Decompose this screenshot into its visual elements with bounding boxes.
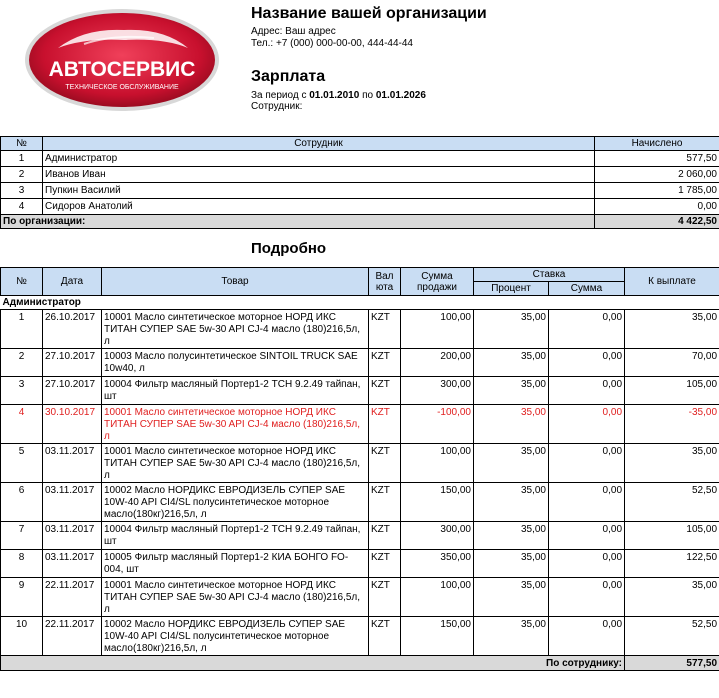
detail-row-payout: 105,00 (625, 377, 719, 405)
summary-row-employee: Сидоров Анатолий (43, 199, 595, 215)
detail-row-currency: KZT (369, 444, 401, 483)
detail-row-sale-sum: 150,00 (401, 617, 474, 656)
detail-row-product: 10004 Фильтр масляный Портер1-2 TCH 9.2.49 тайпан, шт (102, 377, 369, 405)
detail-row-number: 1 (1, 310, 43, 349)
col-rate-sum: Сумма (549, 282, 625, 296)
detail-row (1, 310, 719, 349)
detail-row-percent: 35,00 (474, 617, 549, 656)
detail-total-value: 577,50 (625, 656, 719, 671)
detail-row (1, 405, 719, 444)
col-product: Товар (102, 268, 369, 296)
detail-total-row (1, 656, 719, 671)
detail-row (1, 483, 719, 522)
summary-row-number: 2 (1, 167, 43, 183)
summary-total-value: 4 422,50 (595, 215, 719, 229)
summary-total-label: По организации: (1, 215, 595, 229)
col-rate: Ставка (474, 268, 625, 282)
detail-row-number: 8 (1, 550, 43, 578)
detail-row-payout: 35,00 (625, 444, 719, 483)
col-accrued: Начислено (595, 137, 719, 151)
detail-row-product: 10001 Масло синтетическое моторное НОРД ИКС ТИТАН СУПЕР SAE 5w-30 API CJ-4 масло (180)216,5л, л (102, 578, 369, 617)
detail-row-date: 22.11.2017 (43, 578, 102, 617)
detail-row-sale-sum: 100,00 (401, 444, 474, 483)
detail-row-sale-sum: -100,00 (401, 405, 474, 444)
organization-name: Название вашей организации (251, 5, 487, 22)
detail-row-rate-sum: 0,00 (549, 617, 625, 656)
detail-row-percent: 35,00 (474, 522, 549, 550)
detail-row-payout: -35,00 (625, 405, 719, 444)
logo-main-text: АВТОСЕРВИС (48, 58, 196, 81)
detail-title: Подробно (251, 240, 327, 257)
detail-row (1, 550, 719, 578)
detail-row-date: 03.11.2017 (43, 522, 102, 550)
col-currency: Вал юта (369, 268, 401, 296)
organization-phone: Тел.: +7 (000) 000-00-00, 444-44-44 (251, 38, 413, 49)
detail-row (1, 377, 719, 405)
detail-row-sale-sum: 300,00 (401, 522, 474, 550)
detail-row-currency: KZT (369, 310, 401, 349)
detail-row-number: 9 (1, 578, 43, 617)
summary-row-employee: Пупкин Василий (43, 183, 595, 199)
detail-row-currency: KZT (369, 377, 401, 405)
col-n: № (1, 268, 43, 296)
detail-row-product: 10002 Масло НОРДИКС ЕВРОДИЗЕЛЬ СУПЕР SAE 10W-40 API CI4/SL полусинтетическое моторное масло(180кг)216,5л, л (102, 483, 369, 522)
detail-row-currency: KZT (369, 617, 401, 656)
summary-row (1, 183, 719, 199)
detail-row-sale-sum: 350,00 (401, 550, 474, 578)
detail-total-label: По сотруднику: (1, 656, 625, 671)
detail-row-product: 10001 Масло синтетическое моторное НОРД ИКС ТИТАН СУПЕР SAE 5w-30 API CJ-4 масло (180)216,5л, л (102, 310, 369, 349)
detail-row-product: 10001 Масло синтетическое моторное НОРД ИКС ТИТАН СУПЕР SAE 5w-30 API CJ-4 масло (180)216,5л, л (102, 405, 369, 444)
report-period: За период с 01.01.2010 по 01.01.2026 (251, 90, 426, 101)
detail-row (1, 349, 719, 377)
group-name: Администратор (1, 296, 719, 310)
summary-total-row (1, 215, 719, 229)
logo-sub-text: ТЕХНИЧЕСКОЕ ОБСЛУЖИВАНИЕ (65, 84, 179, 91)
detail-row-product: 10002 Масло НОРДИКС ЕВРОДИЗЕЛЬ СУПЕР SAE 10W-40 API CI4/SL полусинтетическое моторное масло(180кг)216,5л, л (102, 617, 369, 656)
detail-row-rate-sum: 0,00 (549, 550, 625, 578)
detail-row-payout: 35,00 (625, 310, 719, 349)
detail-row-payout: 35,00 (625, 578, 719, 617)
detail-row-product: 10004 Фильтр масляный Портер1-2 TCH 9.2.49 тайпан, шт (102, 522, 369, 550)
detail-row-date: 27.10.2017 (43, 377, 102, 405)
detail-row-number: 4 (1, 405, 43, 444)
detail-row-sale-sum: 100,00 (401, 578, 474, 617)
detail-row-currency: KZT (369, 550, 401, 578)
detail-row-number: 7 (1, 522, 43, 550)
detail-row-payout: 52,50 (625, 483, 719, 522)
detail-row-number: 10 (1, 617, 43, 656)
detail-row-percent: 35,00 (474, 578, 549, 617)
detail-row (1, 617, 719, 656)
detail-row-date: 22.11.2017 (43, 617, 102, 656)
detail-row-currency: KZT (369, 483, 401, 522)
detail-row-rate-sum: 0,00 (549, 578, 625, 617)
detail-row-date: 03.11.2017 (43, 550, 102, 578)
employee-filter-label: Сотрудник: (251, 101, 303, 112)
summary-row-employee: Иванов Иван (43, 167, 595, 183)
detail-row-date: 03.11.2017 (43, 483, 102, 522)
summary-table (0, 136, 719, 229)
summary-row (1, 151, 719, 167)
detail-row-product: 10003 Масло полусинтетическое SINTOIL TRUCK SAE 10w40, л (102, 349, 369, 377)
detail-row-sale-sum: 150,00 (401, 483, 474, 522)
detail-row (1, 444, 719, 483)
detail-row-date: 30.10.2017 (43, 405, 102, 444)
detail-row-rate-sum: 0,00 (549, 405, 625, 444)
period-from: 01.01.2010 (309, 90, 360, 101)
detail-row (1, 522, 719, 550)
detail-row (1, 578, 719, 617)
organization-address: Адрес: Ваш адрес (251, 26, 336, 37)
detail-row-date: 03.11.2017 (43, 444, 102, 483)
summary-row-number: 3 (1, 183, 43, 199)
detail-row-rate-sum: 0,00 (549, 444, 625, 483)
detail-row-payout: 105,00 (625, 522, 719, 550)
detail-row-rate-sum: 0,00 (549, 483, 625, 522)
detail-table (0, 267, 719, 671)
detail-row-percent: 35,00 (474, 349, 549, 377)
detail-row-currency: KZT (369, 405, 401, 444)
detail-row-rate-sum: 0,00 (549, 377, 625, 405)
detail-row-payout: 52,50 (625, 617, 719, 656)
detail-row-number: 6 (1, 483, 43, 522)
detail-row-rate-sum: 0,00 (549, 522, 625, 550)
detail-row-number: 5 (1, 444, 43, 483)
summary-row-amount: 1 785,00 (595, 183, 719, 199)
summary-row-number: 1 (1, 151, 43, 167)
detail-row-percent: 35,00 (474, 377, 549, 405)
detail-row-payout: 70,00 (625, 349, 719, 377)
col-sale-sum: Сумма продажи (401, 268, 474, 296)
summary-row-amount: 577,50 (595, 151, 719, 167)
summary-row-amount: 0,00 (595, 199, 719, 215)
detail-row-number: 2 (1, 349, 43, 377)
detail-row-product: 10001 Масло синтетическое моторное НОРД ИКС ТИТАН СУПЕР SAE 5w-30 API CJ-4 масло (180)216,5л, л (102, 444, 369, 483)
col-date: Дата (43, 268, 102, 296)
detail-row-percent: 35,00 (474, 405, 549, 444)
detail-row-sale-sum: 200,00 (401, 349, 474, 377)
group-row (1, 296, 719, 310)
report-title: Зарплата (251, 68, 326, 85)
detail-row-rate-sum: 0,00 (549, 310, 625, 349)
detail-row-percent: 35,00 (474, 310, 549, 349)
detail-row-currency: KZT (369, 578, 401, 617)
detail-row-payout: 122,50 (625, 550, 719, 578)
detail-row-percent: 35,00 (474, 483, 549, 522)
summary-row (1, 167, 719, 183)
detail-row-number: 3 (1, 377, 43, 405)
detail-row-percent: 35,00 (474, 550, 549, 578)
detail-row-percent: 35,00 (474, 444, 549, 483)
col-employee: Сотрудник (43, 137, 595, 151)
detail-row-currency: KZT (369, 522, 401, 550)
detail-row-date: 26.10.2017 (43, 310, 102, 349)
col-percent: Процент (474, 282, 549, 296)
autoservice-logo (24, 8, 220, 112)
detail-row-sale-sum: 300,00 (401, 377, 474, 405)
summary-row-employee: Администратор (43, 151, 595, 167)
detail-row-sale-sum: 100,00 (401, 310, 474, 349)
summary-row (1, 199, 719, 215)
detail-row-currency: KZT (369, 349, 401, 377)
summary-row-number: 4 (1, 199, 43, 215)
summary-row-amount: 2 060,00 (595, 167, 719, 183)
col-payout: К выплате (625, 268, 719, 296)
detail-row-date: 27.10.2017 (43, 349, 102, 377)
period-to: 01.01.2026 (375, 90, 426, 101)
col-number: № (1, 137, 43, 151)
detail-row-rate-sum: 0,00 (549, 349, 625, 377)
detail-row-product: 10005 Фильтр масляный Портер1-2 КИА БОНГО FO-004, шт (102, 550, 369, 578)
